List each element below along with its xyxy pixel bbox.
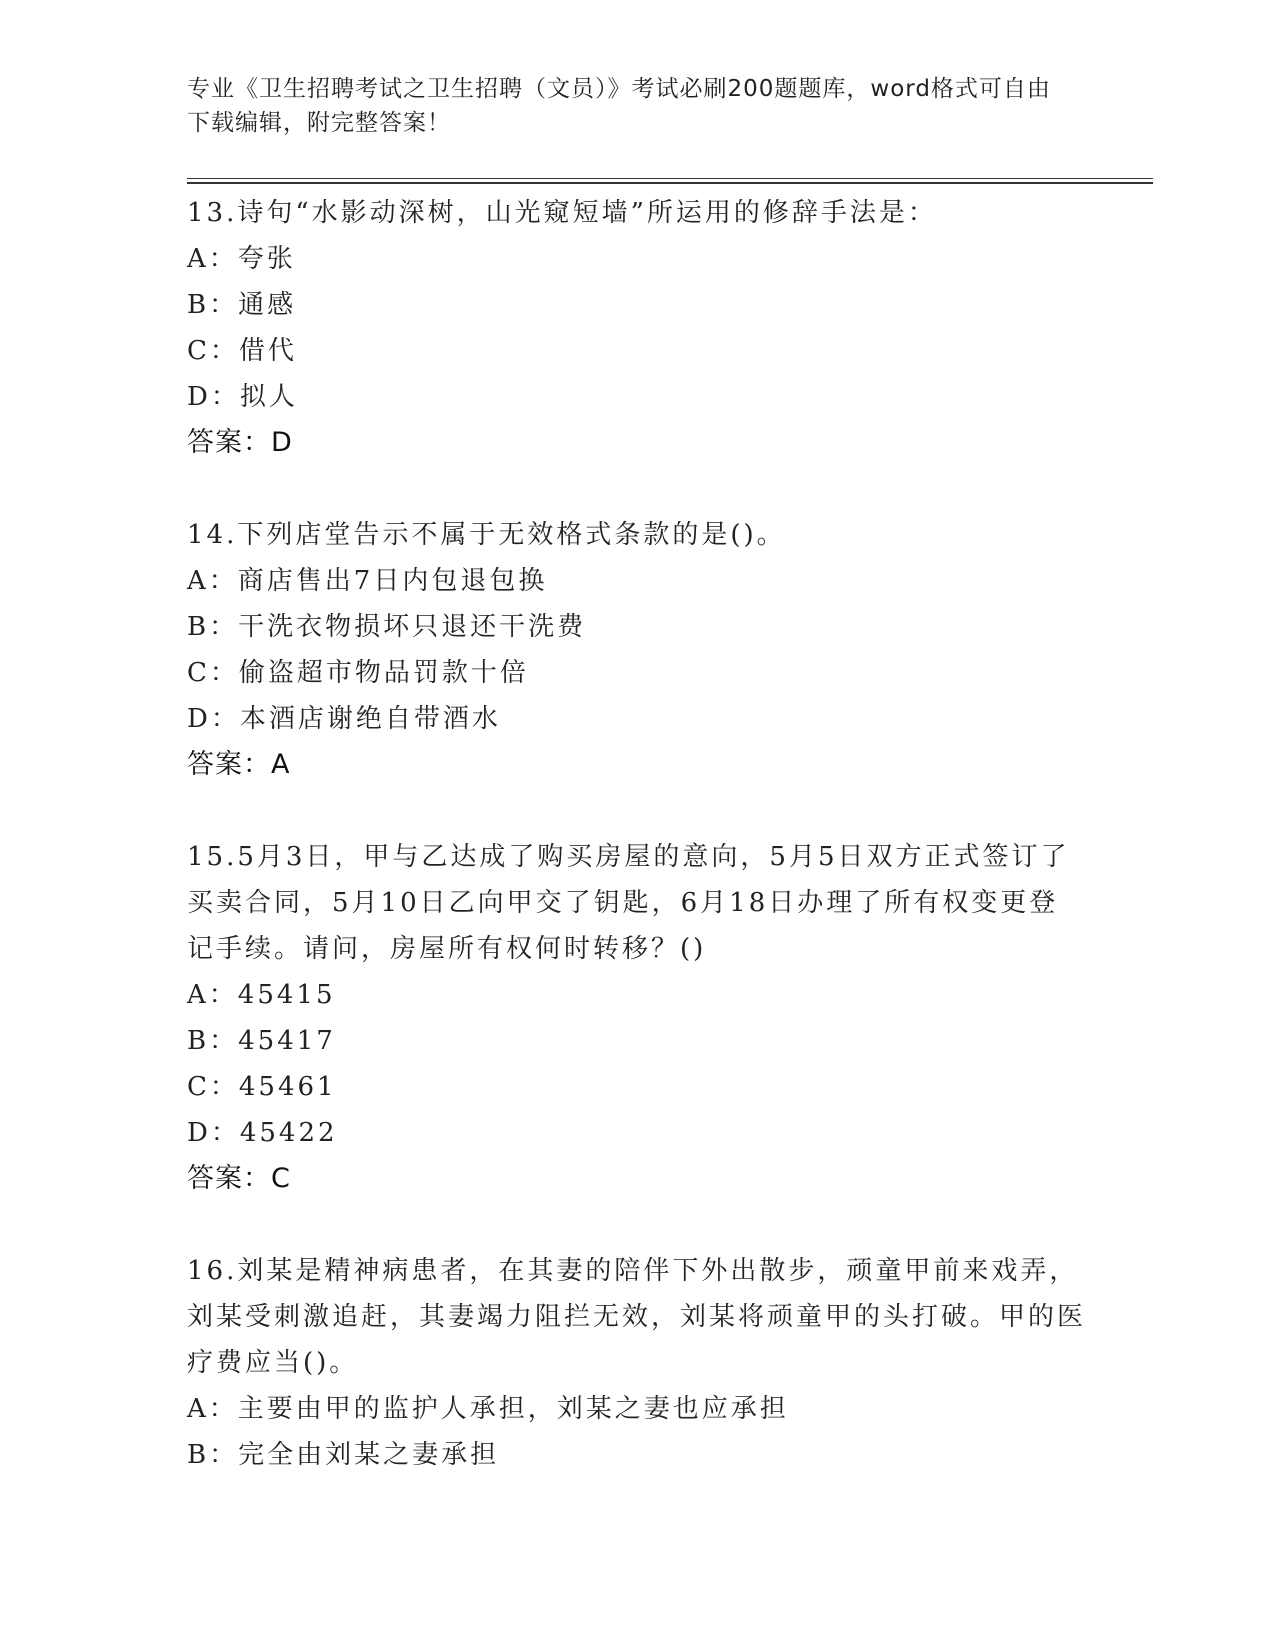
header-divider-thick [187,182,1153,184]
option-d: D：拟人 [187,382,298,412]
document-intro: 专业《卫生招聘考试之卫生招聘（文员）》考试必刷200题题库，word格式可自由下载编辑，附完整答案！ [187,76,1051,136]
header-divider-thin [187,178,1153,179]
question-14 [187,512,1087,788]
option-b: B：干洗衣物损坏只退还干洗费 [187,612,587,642]
option-d: D：本酒店谢绝自带酒水 [187,704,501,734]
question-15 [187,834,1087,1202]
option-d: D：45422 [187,1118,338,1148]
option-c: C：偷盗超市物品罚款十倍 [187,658,529,688]
question-text: 13.诗句“水影动深树，山光窥短墙”所运用的修辞手法是： [187,198,937,228]
option-b: B：通感 [187,290,297,320]
question-list [187,190,1087,1478]
spacer [187,788,1087,834]
question-text: 16.刘某是精神病患者，在其妻的陪伴下外出散步，顽童甲前来戏弄，刘某受刺激追赶，其妻竭力阻拦无效，刘某将顽童甲的头打破。甲的医疗费应当()。 [187,1256,1087,1378]
answer-line: 答案：A [187,749,291,780]
spacer [187,1202,1087,1248]
answer-line: 答案：C [187,1163,291,1194]
option-a: A：45415 [187,980,336,1010]
option-b: B：完全由刘某之妻承担 [187,1440,500,1470]
option-c: C：借代 [187,336,297,366]
spacer [187,466,1087,512]
option-a: A：主要由甲的监护人承担，刘某之妻也应承担 [187,1394,789,1424]
question-text: 14.下列店堂告示不属于无效格式条款的是()。 [187,520,786,550]
option-a: A：商店售出7日内包退包换 [187,566,548,596]
option-a: A：夸张 [187,244,296,274]
question-13 [187,190,1087,466]
option-c: C：45461 [187,1072,337,1102]
question-text: 15.5月3日，甲与乙达成了购买房屋的意向，5月5日双方正式签订了买卖合同，5月10日乙向甲交了钥匙，6月18日办理了所有权变更登记手续。请问，房屋所有权何时转移？() [187,842,1070,964]
option-b: B：45417 [187,1026,336,1056]
question-16 [187,1248,1087,1478]
answer-line: 答案：D [187,427,293,458]
